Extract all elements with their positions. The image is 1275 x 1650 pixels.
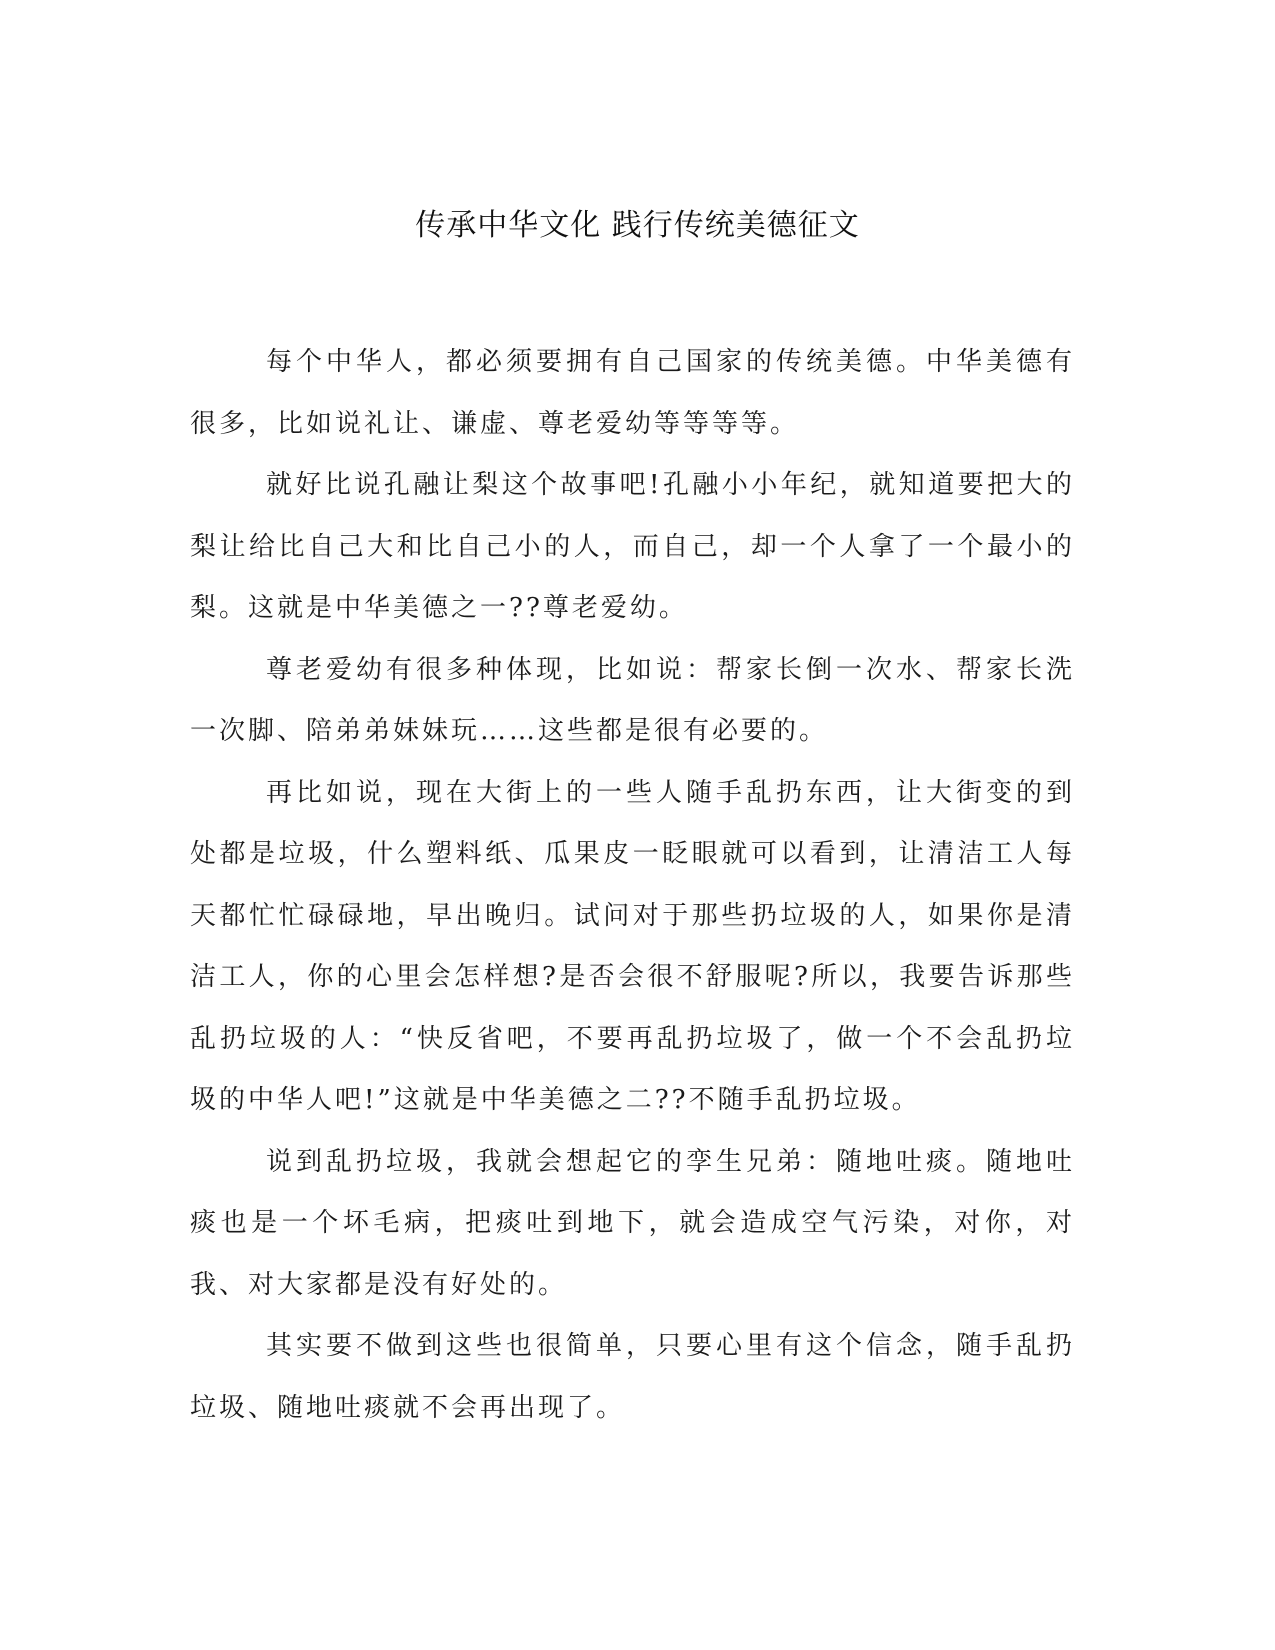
paragraph: 尊老爱幼有很多种体现，比如说：帮家长倒一次水、帮家长洗一次脚、陪弟弟妹妹玩……这些都是很有必要的。 bbox=[190, 654, 1075, 746]
document-body bbox=[190, 332, 1075, 1439]
document-title: 传承中华文化 践行传统美德征文 bbox=[415, 208, 860, 243]
paragraph: 就好比说孔融让梨这个故事吧!孔融小小年纪，就知道要把大的梨让给比自己大和比自己小的人，而自己，却一个人拿了一个最小的梨。这就是中华美德之一??尊老爱幼。 bbox=[190, 470, 1075, 623]
paragraph: 说到乱扔垃圾，我就会想起它的孪生兄弟：随地吐痰。随地吐痰也是一个坏毛病，把痰吐到地下，就会造成空气污染，对你，对我、对大家都是没有好处的。 bbox=[190, 1146, 1075, 1300]
paragraph: 其实要不做到这些也很简单，只要心里有这个信念，随手乱扔垃圾、随地吐痰就不会再出现了。 bbox=[190, 1331, 1075, 1423]
paragraph: 再比如说，现在大街上的一些人随手乱扔东西，让大街变的到处都是垃圾，什么塑料纸、瓜果皮一眨眼就可以看到，让清洁工人每天都忙忙碌碌地，早出晚归。试问对于那些扔垃圾的人，如果你是清洁工人，你的心里会怎样想?是否会很不舒服呢?所以，我要告诉那些乱扔垃圾的人：“快反省吧，不要再乱扔垃圾了，做一个不会乱扔垃圾的中华人吧!”这就是中华美德之二??不随手乱扔垃圾。 bbox=[190, 777, 1075, 1115]
paragraph: 每个中华人，都必须要拥有自己国家的传统美德。中华美德有很多，比如说礼让、谦虚、尊老爱幼等等等等。 bbox=[190, 347, 1075, 439]
